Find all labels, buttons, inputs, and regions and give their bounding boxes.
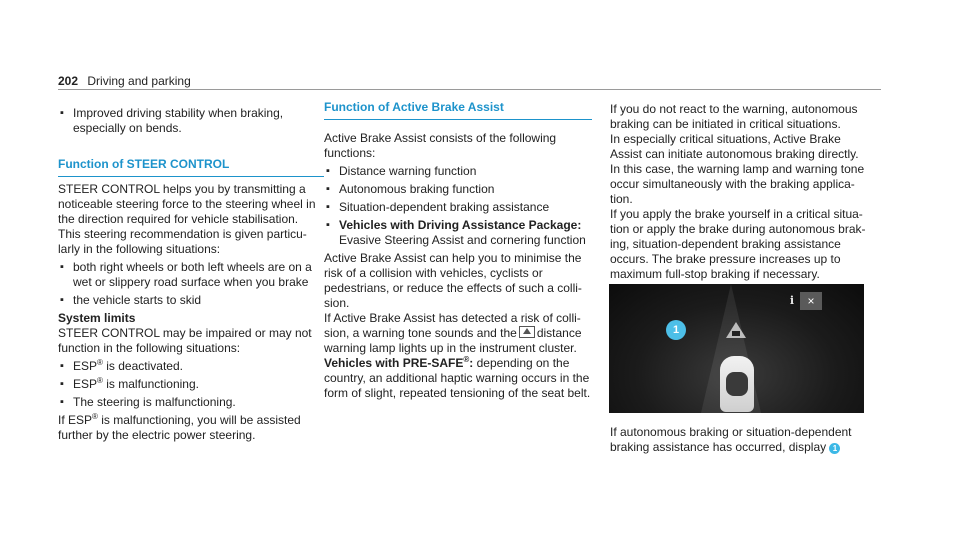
column-3: [610, 102, 870, 282]
list-item: ▪ Vehicles with Driving Assistance Package: Evasive Steering Assist and cornering function: [324, 218, 592, 248]
list-item: ▪ ESP® is malfunctioning.: [58, 377, 324, 392]
list-item: ▪ the vehicle starts to skid: [58, 293, 324, 308]
warning-car-icon: [732, 331, 740, 336]
paragraph: STEER CONTROL helps you by transmitting a noticeable steering force to the steering wheel in the direction required for vehicle stabilisation.: [58, 182, 316, 226]
paragraph: Vehicles with PRE-SAFE®: depending on the country, an additional haptic warning occurs in the form of slight, repeated tensioning of the seat belt.: [324, 355, 591, 400]
section-title: Driving and parking: [87, 74, 191, 88]
list-item: ▪ ESP® is deactivated.: [58, 359, 324, 374]
close-icon: ×: [800, 292, 822, 310]
display-caption: If autonomous braking or situation-dependent braking assistance has occurred, display 1: [610, 425, 852, 454]
list-item: ▪ both right wheels or both left wheels are on a wet or slippery road surface when you brake: [58, 260, 324, 290]
paragraph: This steering recommendation is given particularly in the following situations:: [58, 227, 307, 256]
callout-marker: 1: [829, 443, 840, 454]
situation-list: [58, 260, 324, 308]
paragraph: In especially critical situations, Active Brake Assist can initiate autonomous braking directly. In this case, the warning lamp and warning tone occur simultaneously with the braking application.: [610, 132, 865, 206]
paragraph: If you apply the brake yourself in a critical situation or apply the brake during autonomous braking, situation-dependent braking assistance occurs. The brake pressure increases up to maximum full-stop braking if necessary.: [610, 207, 866, 281]
limits-list: [58, 359, 324, 410]
list-item: ▪ Distance warning function: [324, 164, 592, 179]
section-heading-steer-control: Function of STEER CONTROL: [58, 157, 324, 177]
functions-list: [324, 164, 592, 248]
list-item: ▪ Improved driving stability when braking, especially on bends.: [58, 106, 324, 136]
list-item: ▪ Autonomous braking function: [324, 182, 592, 197]
paragraph: If you do not react to the warning, autonomous braking can be initiated in critical situations.: [610, 102, 858, 131]
column-1: [58, 103, 324, 443]
info-icon: i: [789, 294, 795, 307]
page-number: 202: [58, 74, 79, 88]
intro-list: [58, 106, 324, 136]
section-heading-active-brake-assist: Function of Active Brake Assist: [324, 100, 592, 120]
paragraph: Active Brake Assist consists of the following functions:: [324, 131, 557, 160]
page-header: [58, 74, 191, 88]
header-rule: [58, 89, 881, 90]
subheading-system-limits: System limits: [58, 311, 136, 325]
callout-marker: 1: [666, 320, 686, 340]
vehicle-roof-icon: [726, 372, 748, 396]
distance-warning-lamp-icon: [519, 326, 535, 338]
column-2: [324, 100, 592, 401]
paragraph: STEER CONTROL may be impaired or may not function in the following situations:: [58, 326, 312, 355]
paragraph: If ESP® is malfunctioning, you will be assisted further by the electric power steering.: [58, 412, 301, 442]
instrument-display-image: [609, 284, 864, 413]
list-item: ▪ The steering is malfunctioning.: [58, 395, 324, 410]
paragraph: Active Brake Assist can help you to minimise the risk of a collision with vehicles, cyclists or pedestrians, or reduce the effects of such a collision.: [324, 251, 582, 310]
list-item: ▪ Situation-dependent braking assistance: [324, 200, 592, 215]
paragraph: If Active Brake Assist has detected a risk of collision, a warning tone sounds and the distance warning lamp lights up in the instrument cluster.: [324, 311, 582, 355]
